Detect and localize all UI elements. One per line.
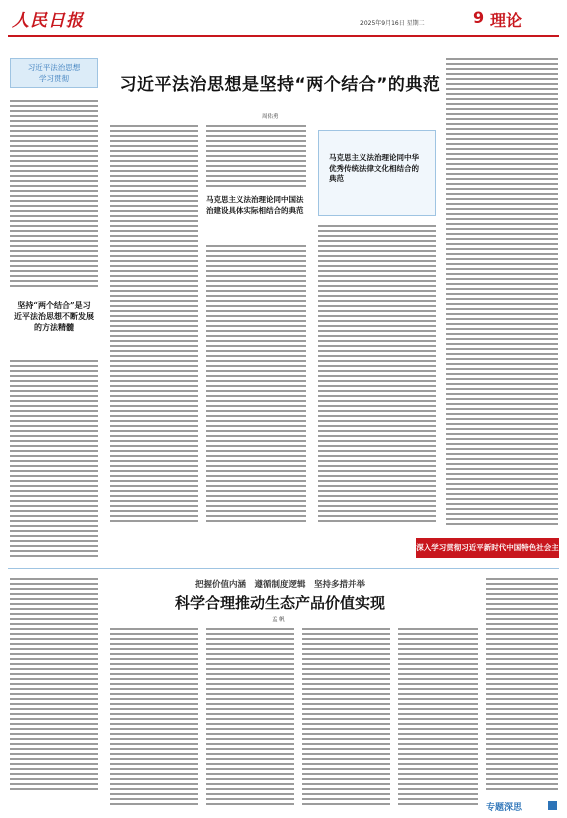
masthead [8, 4, 559, 36]
body-text-column [206, 245, 306, 525]
body-text-column [110, 628, 198, 808]
body-text-column [446, 58, 558, 528]
body-text-column [486, 578, 558, 793]
issue-date: 2025年9月16日 星期二 [360, 20, 425, 27]
section-divider [8, 568, 559, 569]
section-name: 理论 [490, 11, 523, 30]
body-text-column [398, 628, 478, 808]
body-text-column [10, 578, 98, 793]
column-tag-line: 习近平法治思想 [27, 63, 81, 72]
bottom-kicker: 把握价值内涵 遵循制度逻辑 坚持多措并举 [194, 580, 365, 590]
main-subhead: 马克思主义法治理论同中华优秀传统法律文化相结合的典范 [329, 153, 419, 183]
bottom-author: 孟 帆 [272, 617, 285, 623]
body-text-column [10, 360, 98, 560]
bottom-headline: 科学合理推动生态产品价值实现 [174, 594, 385, 612]
column-footer-tag: 专题深思 [486, 803, 523, 813]
body-text-column [206, 628, 294, 808]
body-text-column [110, 125, 198, 525]
body-text-column [206, 125, 306, 190]
sidebar-subhead: 坚持“两个结合”是习近平法治思想不断发展的方法精髓 [14, 300, 94, 332]
series-banner: 深入学习贯彻习近平新时代中国特色社会主 [416, 538, 559, 558]
main-headline: 习近平法治思想是坚持“两个结合”的典范 [119, 75, 441, 95]
body-text-column [10, 100, 98, 290]
body-text-column [318, 225, 436, 525]
subhead-box [318, 130, 436, 216]
masthead-rule [8, 35, 559, 37]
newspaper-logo: 人民日报 [12, 11, 84, 31]
body-text-column [302, 628, 390, 808]
footer-square-icon [548, 801, 557, 810]
main-author: 周佑勇 [262, 114, 279, 120]
column-tag-line: 学习贯彻 [39, 74, 69, 83]
page-number: 9 [473, 8, 485, 27]
main-subhead: 马克思主义法治理论同中国法治建设具体实际相结合的典范 [206, 195, 304, 215]
column-tag-box [10, 58, 98, 88]
